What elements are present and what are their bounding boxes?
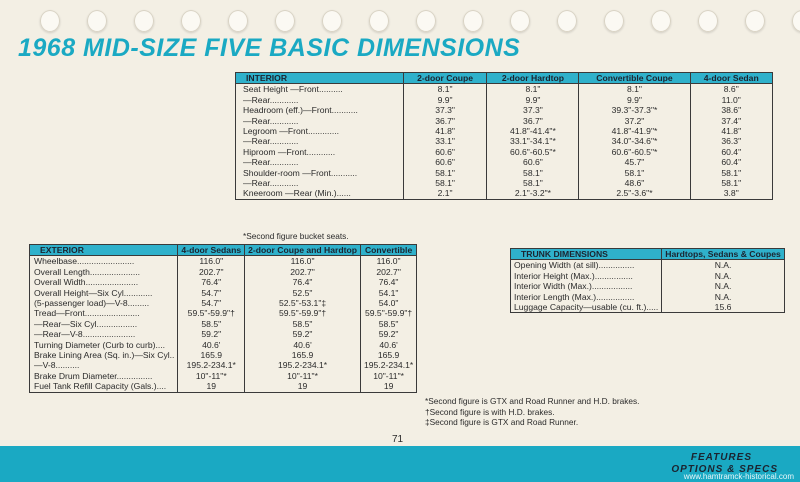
exterior-cell: 165.9 — [178, 350, 245, 360]
binding-ring — [322, 10, 342, 32]
interior-cell: 8.6" — [690, 84, 773, 95]
binding-ring — [792, 10, 800, 32]
trunk-row — [511, 302, 785, 313]
interior-table — [235, 72, 773, 200]
watermark: www.hamtramck-historical.com — [683, 472, 794, 481]
exterior-row-label: Overall Length..................... — [34, 266, 141, 277]
trunk-header-0: TRUNK DIMENSIONS — [511, 249, 662, 260]
exterior-cell: 19 — [178, 381, 245, 392]
trunk-row-label: Opening Width (at sill)............... — [514, 260, 635, 271]
interior-cell: 58.1" — [690, 168, 773, 178]
exterior-row-label: Brake Drum Diameter............... — [34, 370, 153, 381]
exterior-row-label: Brake Lining Area (Sq. in.)—Six Cyl.. — [34, 350, 175, 361]
exterior-cell: 76.4" — [245, 277, 361, 287]
exterior-cell: 165.9 — [245, 350, 361, 360]
interior-row — [236, 147, 773, 157]
exterior-cell: 40.6' — [178, 340, 245, 350]
interior-cell: 36.7" — [403, 116, 487, 126]
binding-ring — [557, 10, 577, 32]
interior-row — [236, 188, 773, 199]
exterior-cell: 202.7" — [245, 267, 361, 277]
exterior-cell: 19 — [245, 381, 361, 392]
interior-cell: 45.7" — [579, 157, 690, 167]
exterior-row-label: Fuel Tank Refill Capacity (Gals.).... — [34, 381, 167, 392]
interior-cell: 8.1" — [487, 84, 579, 95]
interior-row-label: Headroom (eff.)—Front........... — [243, 105, 358, 116]
exterior-cell: 202.7" — [178, 267, 245, 277]
exterior-cell: 54.7" — [178, 298, 245, 308]
exterior-row-label: —Rear—V-8...................... — [34, 329, 136, 340]
interior-row-label: —Rear............ — [243, 115, 299, 126]
exterior-row-label: Overall Height—Six Cyl............ — [34, 287, 153, 298]
exterior-row-label: —V-8.......... — [34, 360, 80, 371]
interior-cell: 41.8" — [690, 126, 773, 136]
trunk-header-1: Hardtops, Sedans & Coupes — [662, 249, 785, 260]
footnote-gtx: ‡Second figure is GTX and Road Runner. — [425, 417, 579, 428]
interior-row-label: —Rear............ — [243, 136, 299, 147]
interior-cell: 2.1" — [403, 188, 487, 199]
exterior-cell: 54.0" — [360, 298, 416, 308]
exterior-row — [30, 277, 417, 287]
interior-cell: 37.4" — [690, 116, 773, 126]
interior-cell: 41.8" — [403, 126, 487, 136]
trunk-row-label: Luggage Capacity—usable (cu. ft.)..... — [514, 302, 659, 313]
exterior-row-label: —Rear—Six Cyl................. — [34, 318, 138, 329]
trunk-row — [511, 281, 785, 291]
trunk-row-label: Interior Length (Max.)................ — [514, 291, 635, 302]
interior-cell: 33.1"-34.1"* — [487, 136, 579, 146]
exterior-cell: 40.6' — [245, 340, 361, 350]
interior-row-label: Seat Height —Front.......... — [243, 84, 343, 95]
binding-ring — [275, 10, 295, 32]
interior-cell: 8.1" — [579, 84, 690, 95]
interior-cell: 2.5"-3.6"* — [579, 188, 690, 199]
interior-row — [236, 136, 773, 146]
interior-cell: 8.1" — [403, 84, 487, 95]
interior-cell: 41.8"-41.4"* — [487, 126, 579, 136]
exterior-header-3: Convertible — [360, 245, 416, 256]
exterior-cell: 52.5"-53.1"‡ — [245, 298, 361, 308]
interior-row — [236, 84, 773, 95]
interior-cell: 37.3" — [487, 105, 579, 115]
exterior-cell: 59.5"-59.9"† — [178, 308, 245, 318]
exterior-cell: 195.2-234.1* — [178, 360, 245, 370]
binding-ring — [40, 10, 60, 32]
exterior-row — [30, 381, 417, 392]
trunk-row-label: Interior Height (Max.)................ — [514, 270, 633, 281]
binding-ring — [87, 10, 107, 32]
interior-cell: 37.2" — [579, 116, 690, 126]
exterior-row-label: (5-passenger load)—V-8......... — [34, 298, 150, 309]
exterior-cell: 10"-11"* — [178, 371, 245, 381]
trunk-cell: N.A. — [662, 281, 785, 291]
exterior-row-label: Tread—Front....................... — [34, 308, 140, 319]
interior-cell: 48.6" — [579, 178, 690, 188]
exterior-header-1: 4-door Sedans — [178, 245, 245, 256]
exterior-cell: 59.2" — [360, 329, 416, 339]
exterior-cell: 10"-11"* — [360, 371, 416, 381]
exterior-cell: 116.0" — [245, 256, 361, 267]
exterior-row — [30, 267, 417, 277]
interior-cell: 38.6" — [690, 105, 773, 115]
interior-cell: 60.4" — [690, 157, 773, 167]
exterior-cell: 76.4" — [360, 277, 416, 287]
interior-cell: 60.6" — [403, 147, 487, 157]
exterior-cell: 59.5"-59.9"† — [360, 308, 416, 318]
binding-ring — [134, 10, 154, 32]
binding-ring — [181, 10, 201, 32]
interior-cell: 9.9" — [487, 95, 579, 105]
exterior-cell: 116.0" — [178, 256, 245, 267]
interior-row-label: Hiproom —Front............ — [243, 146, 336, 157]
footnotes — [425, 396, 639, 428]
interior-cell: 9.9" — [579, 95, 690, 105]
footnote-hd-brakes: †Second figure is with H.D. brakes. — [425, 406, 555, 417]
interior-cell: 11.0" — [690, 95, 773, 105]
interior-cell: 60.6" — [403, 157, 487, 167]
interior-cell: 60.6"-60.5"* — [579, 147, 690, 157]
interior-cell: 34.0"-34.6"* — [579, 136, 690, 146]
page-number: 71 — [392, 434, 404, 445]
interior-cell: 39.3"-37.3"* — [579, 105, 690, 115]
exterior-cell: 76.4" — [178, 277, 245, 287]
trunk-cell: N.A. — [662, 271, 785, 281]
interior-row-label: Legroom —Front............. — [243, 126, 339, 137]
exterior-cell: 116.0" — [360, 256, 416, 267]
interior-row — [236, 178, 773, 188]
exterior-row-label: Turning Diameter (Curb to curb).... — [34, 339, 166, 350]
interior-cell: 36.3" — [690, 136, 773, 146]
trunk-row-label: Interior Width (Max.)................. — [514, 281, 633, 292]
interior-row — [236, 126, 773, 136]
exterior-cell: 59.2" — [178, 329, 245, 339]
exterior-row — [30, 298, 417, 308]
footer-options-specs: OPTIONS & SPECS — [671, 464, 778, 475]
exterior-row — [30, 360, 417, 370]
exterior-cell: 165.9 — [360, 350, 416, 360]
exterior-cell: 202.7" — [360, 267, 416, 277]
exterior-cell: 19 — [360, 381, 416, 392]
interior-cell: 60.6" — [487, 157, 579, 167]
interior-cell: 58.1" — [487, 168, 579, 178]
exterior-cell: 195.2-234.1* — [360, 360, 416, 370]
exterior-cell: 40.6' — [360, 340, 416, 350]
interior-row — [236, 105, 773, 115]
trunk-row — [511, 292, 785, 302]
binding-ring — [228, 10, 248, 32]
exterior-row — [30, 308, 417, 318]
exterior-cell: 52.5" — [245, 288, 361, 298]
exterior-cell: 58.5" — [360, 319, 416, 329]
interior-cell: 41.8"-41.9"* — [579, 126, 690, 136]
exterior-cell: 59.2" — [245, 329, 361, 339]
exterior-header-0: EXTERIOR — [30, 245, 178, 256]
interior-row-label: —Rear............ — [243, 94, 299, 105]
interior-cell: 58.1" — [579, 168, 690, 178]
interior-footnote: *Second figure bucket seats. — [243, 231, 349, 241]
binding-ring — [416, 10, 436, 32]
exterior-cell: 58.5" — [178, 319, 245, 329]
trunk-row — [511, 271, 785, 281]
interior-row-label: —Rear............ — [243, 178, 299, 189]
trunk-table — [510, 248, 785, 313]
exterior-cell: 195.2-234.1* — [245, 360, 361, 370]
exterior-cell: 54.7" — [178, 288, 245, 298]
interior-cell: 58.1" — [690, 178, 773, 188]
interior-cell: 58.1" — [403, 178, 487, 188]
interior-cell: 33.1" — [403, 136, 487, 146]
interior-header-1: 2-door Coupe — [403, 73, 487, 84]
interior-cell: 3.8" — [690, 188, 773, 199]
binding-ring — [745, 10, 765, 32]
exterior-row — [30, 371, 417, 381]
exterior-cell: 54.1" — [360, 288, 416, 298]
exterior-cell: 10"-11"* — [245, 371, 361, 381]
trunk-cell: N.A. — [662, 260, 785, 271]
exterior-cell: 58.5" — [245, 319, 361, 329]
binding-ring — [698, 10, 718, 32]
interior-cell: 60.6"-60.5"* — [487, 147, 579, 157]
interior-cell: 37.3" — [403, 105, 487, 115]
trunk-cell: N.A. — [662, 292, 785, 302]
interior-cell: 58.1" — [487, 178, 579, 188]
binding-ring — [651, 10, 671, 32]
interior-row-label: Kneeroom —Rear (Min.)...... — [243, 188, 351, 199]
exterior-row — [30, 350, 417, 360]
interior-row — [236, 157, 773, 167]
trunk-cell: 15.6 — [662, 302, 785, 313]
exterior-row — [30, 256, 417, 267]
exterior-table — [29, 244, 417, 393]
binding-ring — [604, 10, 624, 32]
footnote-gtx-brakes: *Second figure is GTX and Road Runner and H.D. brakes. — [425, 396, 640, 406]
interior-row-label: Shoulder-room —Front........... — [243, 167, 358, 178]
exterior-header-2: 2-door Coupe and Hardtop — [245, 245, 361, 256]
interior-row — [236, 95, 773, 105]
exterior-row — [30, 329, 417, 339]
interior-header-4: 4-door Sedan — [690, 73, 773, 84]
binding-ring — [510, 10, 530, 32]
interior-cell: 9.9" — [403, 95, 487, 105]
page-title: 1968 MID-SIZE FIVE BASIC DIMENSIONS — [18, 34, 521, 62]
interior-row-label: —Rear............ — [243, 157, 299, 168]
interior-cell: 60.4" — [690, 147, 773, 157]
exterior-cell: 59.5"-59.9"† — [245, 308, 361, 318]
interior-header-2: 2-door Hardtop — [487, 73, 579, 84]
exterior-row — [30, 340, 417, 350]
interior-header-3: Convertible Coupe — [579, 73, 690, 84]
interior-cell: 58.1" — [403, 168, 487, 178]
interior-row — [236, 168, 773, 178]
footer-features: FEATURES — [690, 452, 752, 463]
exterior-row — [30, 319, 417, 329]
exterior-row — [30, 288, 417, 298]
binding-ring — [463, 10, 483, 32]
trunk-row — [511, 260, 785, 271]
exterior-row-label: Wheelbase........................ — [34, 256, 135, 267]
interior-cell: 2.1"-3.2"* — [487, 188, 579, 199]
binding-ring — [369, 10, 389, 32]
exterior-row-label: Overall Width...................... — [34, 277, 139, 288]
interior-cell: 36.7" — [487, 116, 579, 126]
interior-header-0: INTERIOR — [236, 73, 404, 84]
interior-row — [236, 116, 773, 126]
